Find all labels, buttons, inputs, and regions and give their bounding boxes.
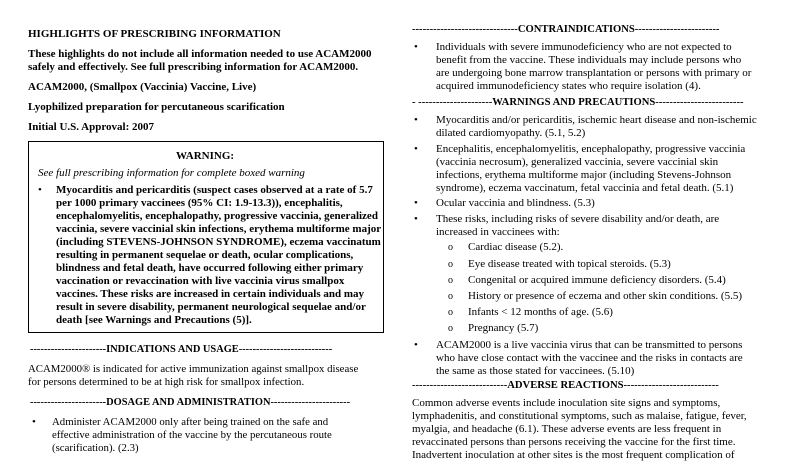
wp-line: the same as those stated for vaccinees. (5.10) xyxy=(436,365,635,377)
dosage-heading: ----------------------DOSAGE AND ADMINISTRATION----------------------- xyxy=(30,397,351,408)
contra-bullet-icon: • xyxy=(414,41,418,53)
warning-line: death [see Warnings and Precautions (5)]. xyxy=(56,314,252,326)
warning-line: blindness and fetal death, have occurred following either primary xyxy=(56,262,364,274)
sub-bullet-icon: o xyxy=(448,242,453,253)
sub-bullet-icon: o xyxy=(448,323,453,334)
wp-line: Ocular vaccinia and blindness. (5.3) xyxy=(436,197,595,209)
wp-line: dilated cardiomyopathy. (5.1, 5.2) xyxy=(436,127,586,139)
dosage-line: Administer ACAM2000 only after being trained on the safe and xyxy=(52,416,329,428)
wp-bullet-icon: • xyxy=(414,339,418,351)
warning-line: result in severe disability, permanent neurological sequelae and/or xyxy=(56,301,366,313)
sub-bullet-item: Congenital or acquired immune deficiency disorders. (5.4) xyxy=(468,274,726,286)
wp-line: syndrome), eczema vaccinatum, fetal vaccinia and fetal death. (5.1) xyxy=(436,182,734,194)
warning-line: Myocarditis and pericarditis (suspect cases observed at a rate of 5.7 xyxy=(56,184,373,196)
warning-line: vaccines. These risks are increased in certain individuals and may xyxy=(56,288,365,300)
sub-bullet-item: Pregnancy (5.7) xyxy=(468,322,539,334)
adverse-line: lymphadenitis, and constitutional symptoms, such as malaise, fatigue, fever, xyxy=(412,410,747,422)
wp-line: Myocarditis and/or pericarditis, ischemic heart disease and non-ischemic xyxy=(436,114,757,126)
sub-bullet-item: Eye disease treated with topical steroids. (5.3) xyxy=(468,258,671,270)
intro-line-1: These highlights do not include all information needed to use ACAM2000 xyxy=(28,48,372,60)
wp-bullet-icon: • xyxy=(414,114,418,126)
warning-line: per 1000 primary vaccinees (95% CI: 1.9-13.3)), encephalitis, xyxy=(56,197,343,209)
warning-bullet-icon: • xyxy=(38,184,42,196)
wp-line: These risks, including risks of severe disability and/or death, are xyxy=(436,213,720,225)
wp-line: (vaccinia necrosum), generalized vaccinia, severe vaccinial skin xyxy=(436,156,719,168)
contra-line: acquired immunodeficiency states who require isolation (4). xyxy=(436,80,701,92)
highlights-title: HIGHLIGHTS OF PRESCRIBING INFORMATION xyxy=(28,28,281,40)
wp-bullet-icon: • xyxy=(414,143,418,155)
sub-bullet-item: Cardiac disease (5.2). xyxy=(468,241,564,253)
product-name: ACAM2000, (Smallpox (Vaccinia) Vaccine, Live) xyxy=(28,81,257,93)
indications-line: ACAM2000® is indicated for active immunization against smallpox disease xyxy=(28,363,359,375)
dosage-bullet-icon: • xyxy=(32,416,36,428)
contra-line: benefit from the vaccine. These individuals may include persons who xyxy=(436,54,742,66)
warning-line: (including STEVENS-JOHNSON SYNDROME), eczema vaccinatum xyxy=(56,236,381,248)
adverse-line: Inadvertent inoculation at other sites is the most frequent complication of xyxy=(412,449,735,461)
sub-bullet-icon: o xyxy=(448,275,453,286)
adverse-line: revaccinated persons than persons receiving the vaccine for the first time. xyxy=(412,436,736,448)
warning-line: vaccinia, severe vaccinial skin infections, erythema multiforme major xyxy=(56,223,382,235)
warning-line: vaccination or revaccination with live vaccinia virus smallpox xyxy=(56,275,345,287)
warning-line: resulting in permanent sequelae or death, ocular complications, xyxy=(56,249,354,261)
wp-line: who have close contact with the vaccinee and the risks in contacts are xyxy=(436,352,743,364)
wp-line: increased in vaccinees with: xyxy=(436,226,560,238)
indications-heading: ----------------------INDICATIONS AND USAGE--------------------------- xyxy=(30,344,333,355)
wp-line: infections, erythema multiforme major (including Stevens-Johnson xyxy=(436,169,732,181)
warning-heading: WARNING: xyxy=(176,150,235,162)
adverse-line: myalgia, and headache (6.1). These adverse events are less frequent in xyxy=(412,423,722,435)
warning-line: encephalomyelitis, encephalopathy, progressive vaccinia, generalized xyxy=(56,210,378,222)
contra-line: are undergoing bone marrow transplantation or persons with primary or xyxy=(436,67,752,79)
sub-bullet-icon: o xyxy=(448,259,453,270)
dosage-line: effective administration of the vaccine by the percutaneous route xyxy=(52,429,332,441)
warning-subheading: See full prescribing information for complete boxed warning xyxy=(38,167,305,179)
wp-bullet-icon: • xyxy=(414,213,418,225)
dosage-line: (scarification). (2.3) xyxy=(52,442,139,454)
contraindications-heading: ------------------------------CONTRAINDICATIONS------------------------ xyxy=(412,24,720,35)
sub-bullet-item: History or presence of eczema and other skin conditions. (5.5) xyxy=(468,290,742,302)
initial-approval: Initial U.S. Approval: 2007 xyxy=(28,121,155,133)
indications-line: for persons determined to be at high risk for smallpox infection. xyxy=(28,376,305,388)
sub-bullet-icon: o xyxy=(448,291,453,302)
contra-line: Individuals with severe immunodeficiency who are not expected to xyxy=(436,41,732,53)
wp-line: Encephalitis, encephalomyelitis, encephalopathy, progressive vaccinia xyxy=(436,143,746,155)
sub-bullet-item: Infants < 12 months of age. (5.6) xyxy=(468,306,613,318)
intro-line-2: safely and effectively. See full prescribing information for ACAM2000. xyxy=(28,61,359,73)
wp-bullet-icon: • xyxy=(414,197,418,209)
sub-bullet-icon: o xyxy=(448,307,453,318)
adverse-reactions-heading: ---------------------------ADVERSE REACTIONS--------------------------- xyxy=(412,380,719,391)
wp-line: ACAM2000 is a live vaccinia virus that can be transmitted to persons xyxy=(436,339,743,351)
preparation: Lyophilized preparation for percutaneous scarification xyxy=(28,101,285,113)
adverse-line: Common adverse events include inoculation site signs and symptoms, xyxy=(412,397,721,409)
warnings-precautions-heading: - ---------------------WARNINGS AND PRECAUTIONS------------------------- xyxy=(412,97,744,108)
